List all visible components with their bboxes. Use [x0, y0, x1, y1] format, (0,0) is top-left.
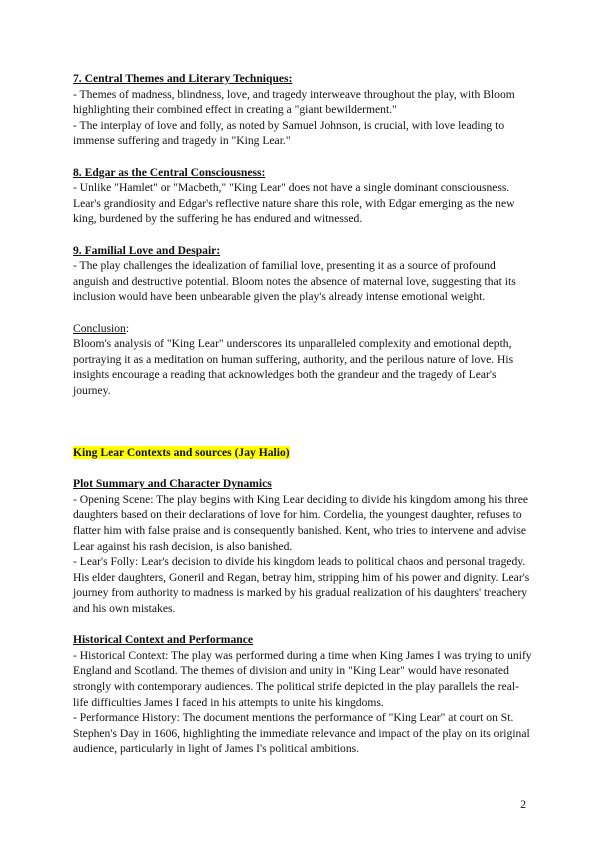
page-number: 2 [520, 798, 526, 811]
paragraph: - Themes of madness, blindness, love, and tragedy interweave throughout the play, with Bloom highlighting their combined effect in creating a "giant bewilderment." [73, 87, 515, 117]
paragraph: - The interplay of love and folly, as noted by Samuel Johnson, is crucial, with love leading to immense suffering and tragedy in "King Lear." [73, 118, 505, 148]
paragraph: - Performance History: The document mentions the performance of "King Lear" at court on St. Stephen's Day in 1606, highlighting the immediate relevance and impact of the play on its original audience, particularly in light of James I's political ambitions. [73, 711, 530, 756]
section-heading: 8. Edgar as the Central Consciousness: [73, 165, 266, 179]
paragraph: - The play challenges the idealization of familial love, presenting it as a source of profound anguish and destructive potential. Bloom notes the absence of maternal love, suggesting that its inclusion would have been unbearable given the play's already intense emotional weight. [73, 259, 516, 304]
conclusion-heading-line [73, 321, 533, 337]
highlighted-title-block [73, 445, 533, 461]
highlighted-title: King Lear Contexts and sources (Jay Halio) [73, 446, 290, 460]
section-historical-context [73, 632, 533, 757]
section-heading: 9. Familial Love and Despair: [73, 243, 221, 257]
section-heading: Plot Summary and Character Dynamics [73, 477, 272, 491]
paragraph: - Lear's Folly: Lear's decision to divide his kingdom leads to political chaos and personal tragedy. His elder daughters, Goneril and Regan, betray him, stripping him of his power and dignity. Lear's journey from authority to madness is marked by his gradual realization of his daughters' treachery and his own mistakes. [73, 555, 530, 615]
section-edgar [73, 165, 533, 227]
paragraph: - Historical Context: The play was performed during a time when King James I was trying to unify England and Scotland. The themes of division and unity in "King Lear" would have resonated strongly with contemporary audiences. The political strife depicted in the play parallels the real-life difficulties James I faced in his attempts to unite his kingdoms. [73, 648, 532, 709]
section-plot-summary [73, 476, 533, 616]
section-heading: Conclusion [73, 321, 126, 335]
paragraph: Bloom's analysis of "King Lear" underscores its unparalleled complexity and emotional depth, portraying it as a meditation on human suffering, authority, and the perilous nature of love. His insights encourage a reading that acknowledges both the grandeur and the tragedy of Lear's journey. [73, 337, 514, 397]
paragraph: - Opening Scene: The play begins with King Lear deciding to divide his kingdom among his three daughters based on their declarations of love for him. Cordelia, the youngest daughter, refuses to flatter him with false praise and is consequently banished. Kent, who tries to intervene and advise Lear against his rash decision, is also banished. [73, 492, 529, 553]
spacer [73, 414, 533, 445]
section-central-themes [73, 71, 533, 149]
section-familial-love [73, 243, 533, 305]
paragraph: - Unlike "Hamlet" or "Macbeth," "King Lear" does not have a single dominant consciousness. Lear's grandiosity and Edgar's reflective nature share this role, with Edgar emerging as the new king, burdened by the suffering he has endured and witnessed. [73, 181, 515, 226]
section-conclusion [73, 321, 533, 399]
section-heading: Historical Context and Performance [73, 633, 253, 647]
heading-suffix: : [125, 321, 130, 335]
section-heading: 7. Central Themes and Literary Techniques: [73, 72, 293, 85]
page-content [73, 71, 533, 773]
